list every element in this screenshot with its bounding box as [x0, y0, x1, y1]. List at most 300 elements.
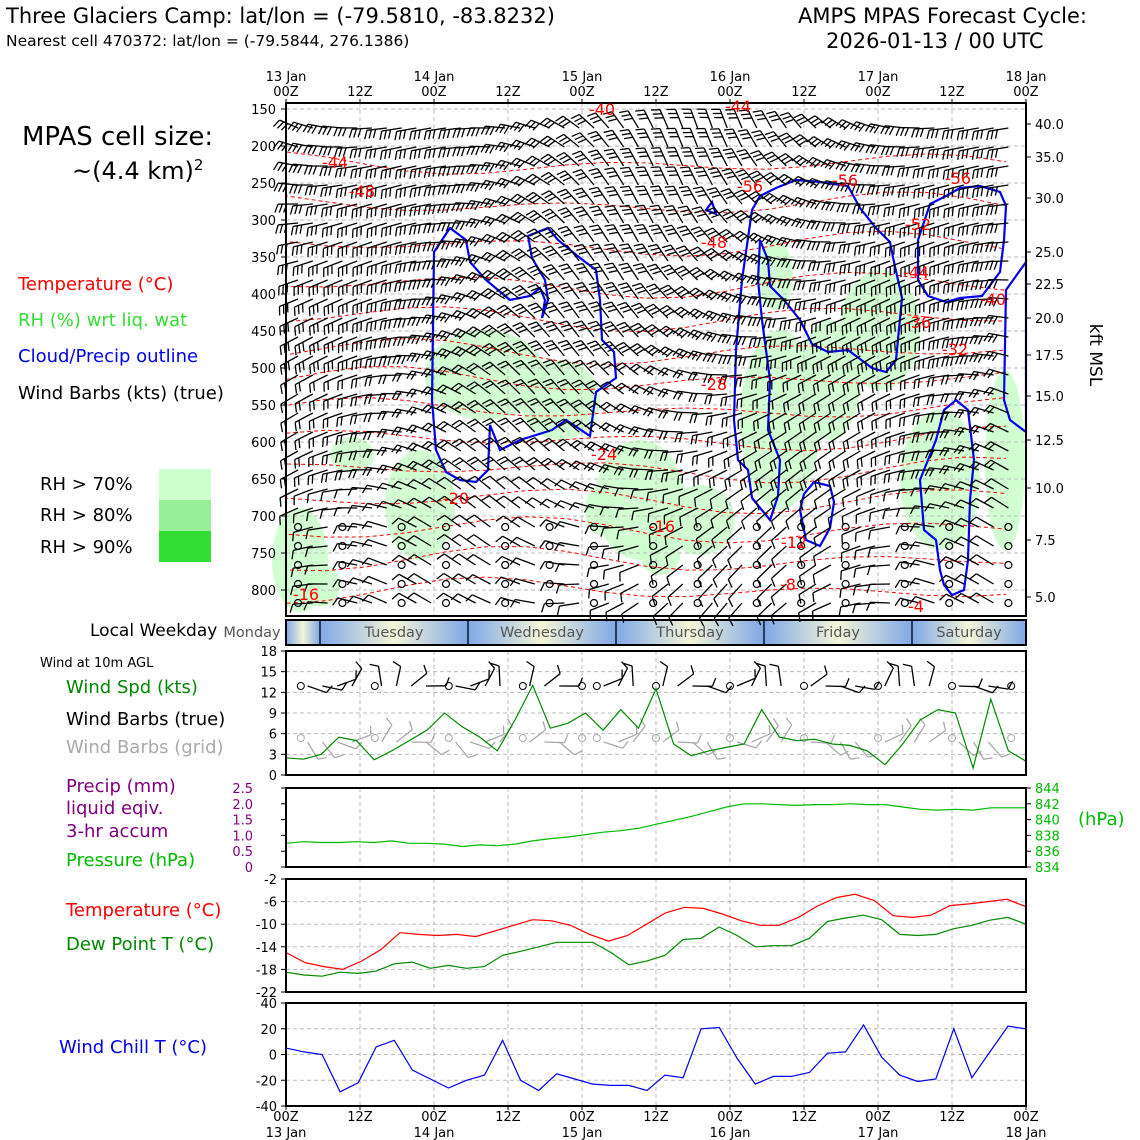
wind-barb-feather [316, 226, 317, 235]
wind-barb-feather [743, 439, 744, 448]
wind-barb-feather [354, 149, 356, 158]
wind-barb-feather [336, 189, 337, 198]
wind-barb-feather [927, 130, 929, 139]
wind-barb-feather [403, 282, 405, 291]
wind-barb-feather [333, 544, 337, 552]
wind-barb-feather [571, 114, 579, 118]
wind-barb-feather [371, 228, 372, 237]
bottom-date-label: 13 Jan [265, 1126, 307, 1140]
wind-barb-staff [660, 167, 668, 185]
wind-barb-feather [914, 190, 915, 199]
wind-barb-staff [280, 489, 298, 498]
wind-barb-feather [574, 302, 583, 304]
wind-barb-feather [604, 244, 613, 246]
wind-barb-feather [888, 474, 889, 483]
wind-barb-feather [445, 315, 450, 322]
wind-barb-staff [660, 129, 668, 147]
wind-barb-feather [295, 422, 296, 431]
wind-barb-feather [891, 362, 892, 371]
temperature-contour-label: -48 [348, 182, 376, 201]
wind-barb-feather [295, 460, 296, 469]
wind-barb-feather [317, 323, 318, 332]
wind-barb-feather [544, 120, 551, 126]
top-hour-label: 00Z [1013, 85, 1039, 100]
wind-barb-feather [546, 268, 554, 271]
wind-barb-feather [884, 208, 885, 217]
wind-barb-feather [500, 271, 507, 276]
wind-barb-feather [633, 346, 641, 351]
wind-barb-feather [850, 323, 851, 332]
wind-barb-feather [623, 290, 632, 292]
wind-barb-feather [332, 323, 333, 332]
temperature-contour-label: -44 [321, 153, 349, 172]
wind-barb-feather [544, 175, 552, 180]
wind-barb-feather [461, 203, 465, 211]
wind-barb-feather [858, 225, 860, 234]
wind-barb-staff [659, 186, 668, 204]
wind-barb-feather [381, 209, 382, 218]
wind-barb-staff [518, 231, 534, 242]
wind-speed-line [286, 685, 1026, 768]
wind-barb-feather [559, 137, 567, 142]
wind-barb-feather [728, 137, 737, 138]
wind-barb-feather [756, 379, 757, 388]
wind-barb-feather [921, 148, 923, 157]
wind-barb-feather [603, 302, 612, 305]
wind-barb-staff [959, 337, 979, 338]
wind-barb-feather [948, 208, 949, 217]
wind-barb-feather [713, 477, 714, 486]
wind-barb-feather [709, 148, 718, 149]
wind-barb-feather [981, 206, 983, 215]
wind-barb-feather [277, 246, 279, 255]
wind-barb-feather [952, 245, 953, 254]
wind-barb-feather [737, 150, 746, 152]
wind-barb-feather [947, 130, 949, 139]
wind-barb-staff [929, 731, 945, 742]
wind-barb-feather [622, 228, 631, 229]
wind-barb-feather [624, 137, 633, 138]
wind-barb-feather [299, 420, 300, 429]
wind-barb-feather [395, 151, 396, 160]
wind-barb-feather [376, 226, 377, 235]
wind-barb-feather [528, 322, 536, 325]
wind-barb-feather [887, 167, 890, 176]
wind-barb-feather [846, 324, 847, 333]
wind-barb-feather [543, 265, 551, 268]
wind-barb-staff [279, 261, 298, 266]
wind-barb-feather [793, 261, 796, 269]
wind-barb-feather [673, 349, 679, 356]
wind-barb-feather [828, 243, 830, 252]
wind-barb-feather [817, 262, 819, 271]
wind-barb-feather [281, 245, 283, 254]
wind-barb-feather [763, 173, 771, 178]
wind-barb-feather [355, 415, 357, 424]
wind-barb-feather [663, 495, 664, 504]
wind-barb-feather [710, 416, 712, 425]
wind-barb-feather [778, 154, 786, 159]
wind-barb-feather [482, 476, 490, 480]
wind-barb-feather [833, 460, 835, 469]
wind-barb-feather [624, 175, 633, 176]
wind-barb-feather [839, 245, 841, 254]
wind-barb-staff [444, 422, 461, 432]
wind-barb-feather [426, 316, 430, 324]
wind-barb-feather [637, 190, 646, 191]
wind-barb-feather [589, 206, 598, 208]
wind-barb-feather [772, 540, 775, 548]
wind-barb-feather [698, 194, 707, 196]
wind-barb-feather [942, 358, 944, 367]
wind-barb-feather [335, 755, 344, 758]
wind-barb-feather [961, 319, 963, 328]
wind-barb-staff [368, 558, 387, 565]
precip-tick-label: 1.0 [232, 829, 253, 845]
wind-barb-feather [991, 169, 993, 178]
wind-barb-feather [594, 233, 603, 235]
wind-barb-feather [342, 398, 343, 407]
wind-barb-feather [869, 227, 870, 236]
wind-barb-feather [918, 379, 919, 388]
wind-barb-feather [977, 188, 978, 197]
wind-barb-staff [499, 666, 500, 686]
wind-barb-feather [560, 174, 568, 178]
wind-barb-staff [368, 595, 386, 603]
wind-barb-feather [622, 209, 631, 210]
wind-barb-feather [592, 229, 601, 231]
wind-barb-feather [564, 328, 573, 331]
wind-barb-feather [443, 167, 445, 176]
weekday-cell [286, 620, 320, 645]
calm-wind-circle [398, 581, 405, 588]
wind-barb-feather [961, 301, 963, 310]
wind-barb-feather [318, 342, 319, 351]
wind-barb-feather [879, 245, 880, 254]
wind-barb-feather [634, 244, 643, 246]
wind-barb-feather [708, 168, 717, 170]
wind-barb-feather [620, 148, 629, 149]
wind-barb-feather [280, 346, 281, 355]
wind-grid-calm [371, 735, 378, 742]
wind-barb-feather [711, 294, 718, 300]
wind-barb-feather [966, 282, 968, 291]
wind-barb-feather [496, 496, 504, 501]
kft-tick-label: 20.0 [1035, 312, 1064, 327]
kft-tick-label: 5.0 [1035, 591, 1056, 606]
wind-barb-feather [404, 207, 405, 216]
wind-barb-feather [692, 270, 700, 275]
wind-barb-feather [384, 339, 386, 348]
wind-barb-feather [938, 321, 939, 330]
wind-barb-feather [815, 303, 816, 312]
wind-barb-feather [375, 207, 376, 216]
wind-barb-feather [414, 244, 416, 253]
wind-barb-feather [333, 526, 337, 534]
wind-barb-feather [548, 122, 555, 128]
wind-barb-feather [447, 186, 450, 195]
wind-barb-feather [549, 271, 557, 274]
wind-barb-feather [752, 381, 753, 390]
wind-barb-feather [424, 225, 426, 234]
wind-barb-feather [533, 179, 540, 184]
wind-barb-staff [456, 742, 469, 758]
wind-barb-feather [365, 150, 367, 159]
pressure-tick-label: 150 [251, 103, 276, 118]
wind-barb-feather [306, 207, 308, 216]
wind-barb-feather [579, 214, 588, 216]
wind-barb-staff [705, 128, 713, 147]
wind-barb-feather [781, 177, 788, 182]
wind-barb-staff [489, 307, 506, 318]
wind-barb-feather [675, 434, 678, 443]
wind-barb-feather [709, 395, 711, 404]
wind-barb-feather [653, 232, 662, 234]
top-date-label: 16 Jan [709, 70, 751, 85]
wind-barb-feather [589, 263, 598, 265]
wind-barb-feather [988, 334, 993, 342]
wind-barb-feather [482, 325, 490, 330]
wind-barb-feather [352, 343, 353, 352]
wind-barb-feather [649, 307, 657, 311]
wind-barb-feather [697, 152, 706, 153]
wind-barb-feather [561, 286, 570, 288]
wind-barb-feather [682, 233, 691, 235]
wind-barb-feather [326, 473, 327, 482]
wind-barb-staff [456, 147, 476, 148]
wind-barb-staff [490, 457, 505, 470]
wind-barb-feather [969, 371, 974, 379]
wind-barb-feather [390, 283, 391, 292]
wind-barb-feather [452, 534, 459, 539]
wind-barb-feather [608, 290, 617, 292]
wind-barb-feather [913, 170, 915, 179]
wind-barb-feather [748, 318, 751, 326]
wind-barb-staff [459, 534, 475, 546]
precip-tick-label: 1.5 [232, 813, 253, 829]
wind-barb-feather [951, 149, 953, 158]
wind-barb-feather [386, 718, 392, 725]
wind-barb-feather [781, 156, 789, 161]
wind-barb-feather [558, 321, 567, 324]
wind-barb-feather [533, 235, 541, 239]
wind-barb-staff [517, 537, 535, 546]
wind-barb-feather [855, 551, 856, 560]
wind-barb-feather [823, 244, 825, 253]
wind-barb-feather [310, 403, 311, 412]
pressure-tick-label: 650 [251, 473, 276, 488]
wind-barb-feather [328, 343, 329, 352]
wind-barb-feather [764, 320, 766, 329]
wind-barb-feather [317, 304, 318, 313]
wind-barb-feather [622, 348, 630, 352]
wind-barb-staff [470, 146, 490, 147]
wind-barb-feather [371, 322, 372, 331]
pressure-tick-label: 700 [251, 510, 276, 525]
wind-barb-feather [900, 229, 901, 238]
wind-barb-feather [418, 225, 420, 234]
calm-wind-circle [591, 600, 598, 607]
wind-barb-feather [574, 443, 581, 448]
wind-barb-staff [308, 686, 327, 693]
wind-barb-feather [966, 263, 967, 272]
wind-barb-feather [295, 327, 296, 336]
wind-barb-feather [948, 189, 949, 198]
wind-grid-calm [445, 735, 452, 742]
wind-barb-feather [389, 130, 391, 139]
wind-barb-feather [603, 283, 612, 285]
wind-barb-staff [337, 742, 356, 749]
wind-barb-feather [790, 340, 791, 349]
top-hour-label: 00Z [421, 85, 447, 100]
wind-barb-feather [916, 129, 919, 138]
calm-wind-circle [546, 524, 553, 531]
wind-barb-feather [321, 474, 322, 483]
wind-barb-feather [635, 110, 644, 111]
wind-barb-feather [733, 211, 741, 216]
wind-barb-feather [931, 396, 933, 405]
wind-barb-feather [588, 150, 597, 152]
wind-barb-feather [979, 679, 983, 687]
wind-barb-feather [481, 252, 487, 258]
wind-barb-feather [572, 151, 580, 154]
wind-barb-feather [413, 263, 415, 272]
wind-barb-feather [393, 337, 396, 345]
wind-barb-staff [309, 280, 327, 288]
wind-barb-feather [529, 195, 536, 200]
temperature-contour-label: -24 [590, 445, 618, 464]
wind-barb-feather [695, 435, 697, 444]
wind-barb-feather [724, 460, 725, 469]
wind-barb-feather [658, 368, 664, 375]
wind-barb-feather [933, 341, 934, 350]
wind-barb-feather [777, 174, 784, 179]
wind-barb-feather [576, 210, 585, 212]
wind-barb-feather [771, 597, 774, 605]
wind-barb-feather [452, 458, 460, 463]
wind-barb-staff [900, 562, 920, 565]
wind-barb-feather [546, 249, 554, 252]
wind-barb-staff [337, 489, 357, 490]
wind-barb-feather [390, 264, 391, 273]
wind-barb-feather [604, 149, 613, 151]
wind-barb-feather [862, 402, 863, 411]
wind-barb-feather [857, 327, 858, 336]
wind-barb-feather [659, 306, 667, 311]
wind-barb-feather [635, 186, 644, 187]
wind-barb-feather [792, 156, 799, 161]
wind-barb-feather [815, 202, 820, 210]
wind-barb-feather [545, 212, 553, 216]
bottom-hour-label: 00Z [1013, 1110, 1039, 1125]
wind-barb-feather [414, 188, 416, 197]
wind-barb-staff [544, 674, 560, 686]
weekday-name: Saturday [936, 625, 1002, 641]
wind-barb-feather [634, 307, 642, 310]
wind-barb-feather [301, 245, 302, 254]
wind-barb-staff [414, 574, 431, 584]
wind-barb-feather [446, 677, 449, 685]
wind-barb-feather [395, 246, 396, 255]
wind-barb-feather [735, 170, 743, 173]
wind-barb-staff [629, 167, 638, 185]
wind-barb-feather [846, 204, 849, 212]
wind-barb-staff [689, 167, 698, 185]
wind-barb-feather [418, 130, 420, 139]
wind-barb-feather [561, 211, 569, 214]
temperature-contour-label: -56 [736, 177, 764, 196]
wind-barb-feather [922, 188, 923, 197]
wind-barb-feather [572, 133, 580, 137]
wind-barb-feather [861, 439, 862, 448]
wind-barb-feather [753, 154, 761, 157]
wind-barb-feather [663, 288, 671, 292]
wind-barb-feather [314, 363, 315, 372]
wind-barb-feather [500, 460, 508, 464]
wind-barb-feather [609, 138, 618, 140]
wind-barb-feather [694, 167, 703, 168]
wind-barb-staff [367, 413, 387, 414]
wind-barb-feather [726, 133, 735, 134]
wind-barb-feather [591, 191, 600, 193]
wind-barb-feather [404, 244, 405, 253]
wind-barb-feather [753, 318, 756, 326]
wind-barb-feather [872, 403, 873, 412]
wind-barb-feather [660, 285, 668, 289]
wind-barb-feather [821, 361, 822, 370]
pressure-tick-label: 550 [251, 399, 276, 414]
wind-barb-staff [337, 562, 357, 565]
wind-barb-staff [604, 742, 623, 748]
wind-barb-feather [309, 421, 310, 430]
wind-barb-feather [975, 318, 978, 326]
wind-barb-staff [414, 593, 431, 603]
wind-barb-feather [390, 188, 391, 197]
wind-barb-feather [727, 176, 736, 178]
wind-barb-feather [944, 266, 945, 275]
wind-barb-staff [674, 167, 682, 185]
wind-barb-feather [339, 472, 341, 481]
wind-barb-feather [690, 247, 698, 251]
wind-barb-feather [955, 410, 960, 418]
pressure-tick-label: 600 [251, 436, 276, 451]
wind-barb-feather [322, 208, 323, 217]
wind-barb-feather [814, 556, 816, 565]
wind-barb-staff [279, 280, 298, 286]
wind-barb-feather [606, 286, 615, 288]
wind-barb-feather [624, 156, 633, 157]
wind-barb-feather [713, 579, 717, 587]
wind-barb-feather [621, 286, 630, 288]
wind-barb-feather [927, 396, 929, 405]
wind-barb-feather [375, 302, 376, 311]
wind-barb-staff [294, 280, 313, 287]
wind-barb-staff [294, 299, 312, 307]
wind-barb-feather [929, 342, 930, 351]
wind-barb-feather [772, 401, 773, 410]
wind-barb-feather [451, 239, 455, 247]
wind-barb-feather [438, 168, 440, 177]
wind-barb-feather [945, 394, 948, 402]
wind-barb-feather [433, 149, 435, 158]
wind-barb-staff [675, 148, 683, 166]
wind-barb-feather [313, 419, 314, 428]
wind-barb-feather [802, 362, 803, 371]
wind-barb-feather [400, 226, 401, 235]
wind-barb-feather [500, 308, 508, 312]
wind-barb-feather [728, 458, 729, 467]
wind-barb-feather [873, 206, 875, 215]
